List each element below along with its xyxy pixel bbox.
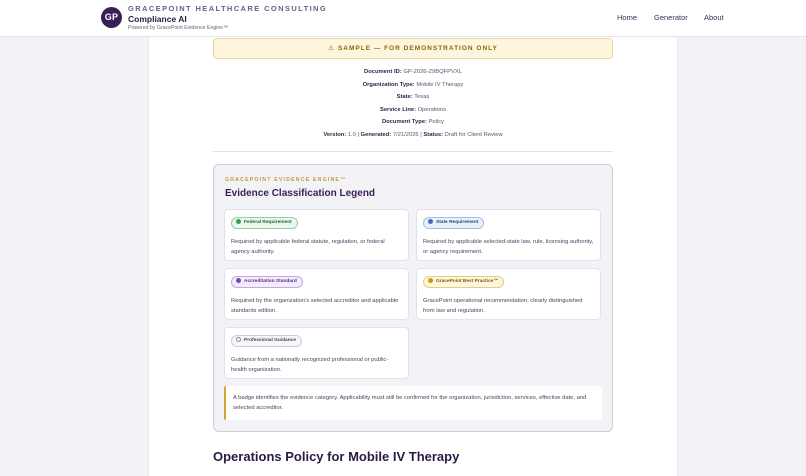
sample-banner <box>213 38 613 59</box>
legend-note: A badge identifies the evidence category. Applicability must still be confirmed for the organization, jurisdiction, services, effective date, and selected accreditor. <box>224 386 602 420</box>
professional-dot-icon <box>236 337 241 342</box>
meta-state: State: Texas <box>396 94 430 100</box>
accreditation-description: Required by the organization's selected accreditor and applicable standards edition. <box>231 298 399 314</box>
brand-tagline: Powered by GracePoint Evidence Engine™ <box>128 25 229 31</box>
section-divider <box>213 151 613 152</box>
nav-home-link[interactable]: Home <box>617 13 638 22</box>
meta-service-line: Service Line: Operations <box>379 106 447 113</box>
state-requirement-badge: State Requirement <box>423 217 484 229</box>
professional-description: Guidance from a nationally recognized professional or public-health organization. <box>231 357 389 373</box>
legend-item-accreditation <box>224 268 409 320</box>
legend-item-federal <box>224 209 409 261</box>
professional-guidance-badge: Professional Guidance <box>231 335 302 347</box>
status-value: Draft for Client Review <box>444 131 503 138</box>
evidence-engine-label: GRACEPOINT EVIDENCE ENGINE™ <box>225 177 347 183</box>
accreditation-standard-badge: Accreditation Standard <box>231 276 303 288</box>
gracepoint-logo[interactable]: GP <box>101 7 122 28</box>
best-practice-badge: GracePoint Best Practice™ <box>423 276 504 288</box>
evidence-legend-panel <box>213 164 613 432</box>
legend-item-best-practice <box>416 268 601 320</box>
nav-generator-link[interactable]: Generator <box>654 13 688 22</box>
sample-banner-text: SAMPLE — FOR DEMONSTRATION ONLY <box>337 45 498 52</box>
meta-document-type: Document Type: Policy <box>381 119 445 125</box>
best-practice-dot-icon <box>428 278 433 283</box>
brand-product-name: Compliance AI <box>128 14 187 24</box>
generated-date-value: 7/21/2026 <box>392 131 419 138</box>
meta-organization-type: Organization Type: Mobile IV Therapy <box>362 81 464 88</box>
accreditation-dot-icon <box>236 278 241 283</box>
version-value: 1.0 <box>347 131 356 138</box>
federal-requirement-badge: Federal Requirement <box>231 217 298 229</box>
document-id-value: GP-2026-Z9BQFPVXL <box>403 69 462 75</box>
brand-company-name: GRACEPOINT HEALTHCARE CONSULTING <box>128 4 328 13</box>
warning-icon: ⚠ <box>328 45 335 52</box>
meta-version-line: Version: 1.0 | Generated: 7/21/2026 | Status: Draft for Client Review <box>323 131 503 138</box>
federal-description: Required by applicable federal statute, regulation, or federal agency authority. <box>231 239 385 255</box>
state-value: Texas <box>414 94 430 100</box>
legend-item-state <box>416 209 601 261</box>
best-practice-description: GracePoint operational recommendation; clearly distinguished from law and regulation. <box>423 298 583 314</box>
service-line-value: Operations <box>417 106 447 113</box>
state-dot-icon <box>428 219 433 224</box>
top-nav-bar <box>0 0 806 37</box>
state-description: Required by applicable selected-state law, rule, licensing authority, or agency requirement. <box>423 239 594 255</box>
nav-about-link[interactable]: About <box>704 13 724 22</box>
organization-type-value: Mobile IV Therapy <box>416 81 464 88</box>
document-type-value: Policy <box>428 119 445 125</box>
meta-document-id: Document ID: GP-2026-Z9BQFPVXL <box>364 69 462 75</box>
brand-block[interactable] <box>128 4 327 32</box>
legend-item-professional <box>224 327 409 379</box>
federal-dot-icon <box>236 219 241 224</box>
policy-title: Operations Policy for Mobile IV Therapy <box>213 449 460 464</box>
legend-title: Evidence Classification Legend <box>225 188 376 199</box>
